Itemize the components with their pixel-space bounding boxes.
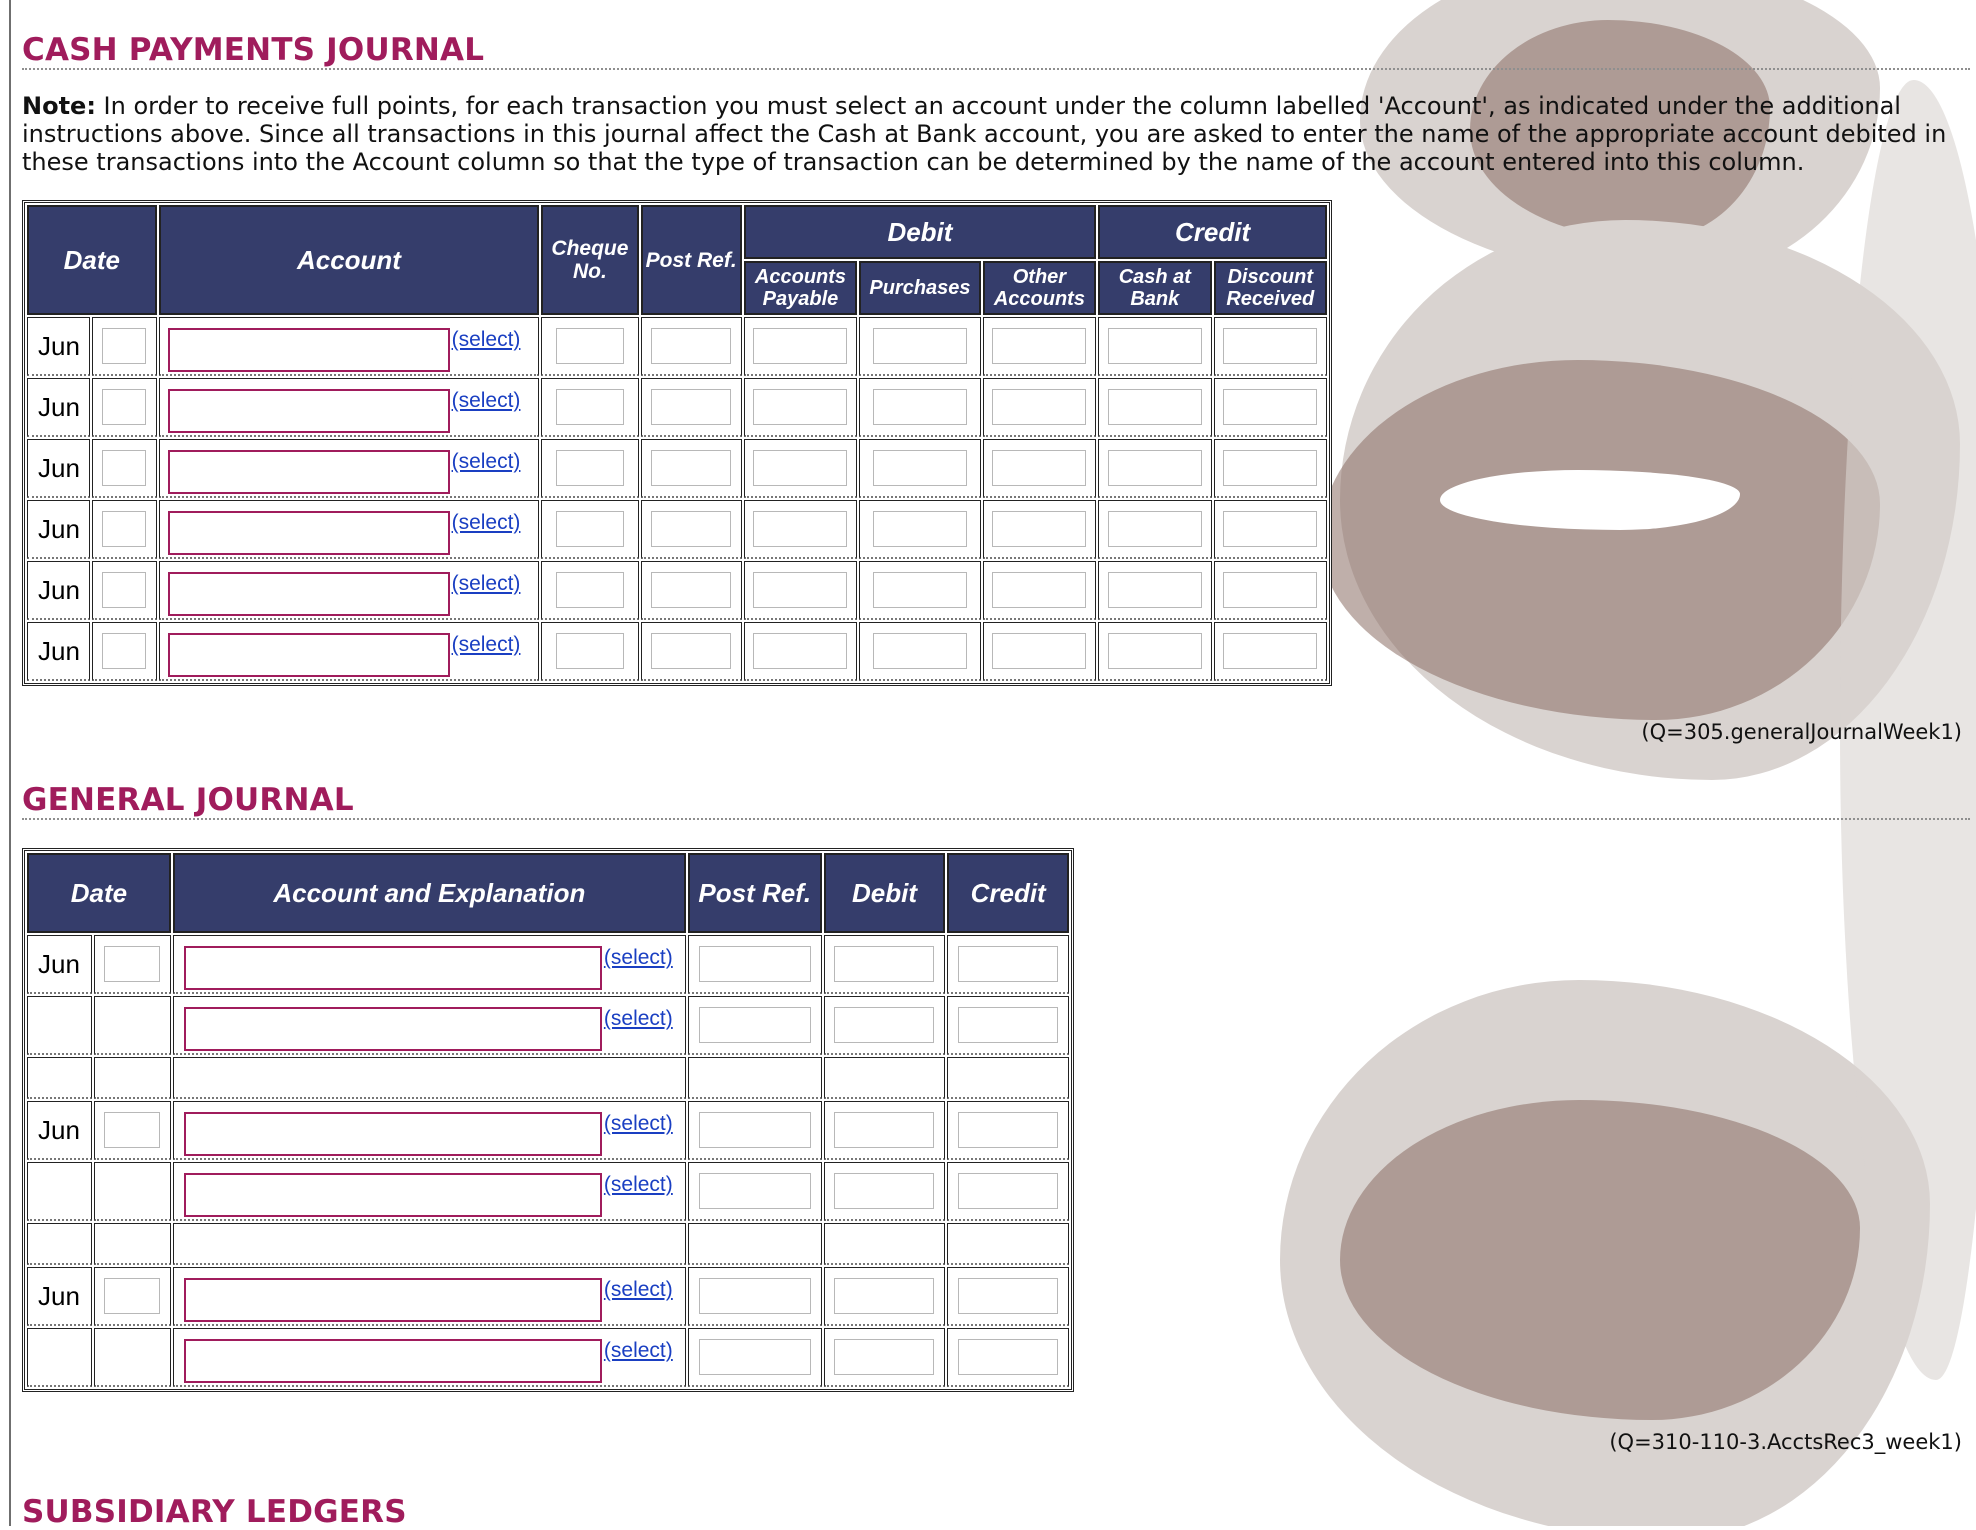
accounts-payable-cell bbox=[744, 561, 857, 620]
background-puzzle-art bbox=[1280, 0, 1976, 1526]
date-month: Jun bbox=[27, 317, 90, 376]
cheque-no-input[interactable] bbox=[556, 572, 624, 608]
date-day-input[interactable] bbox=[102, 328, 146, 364]
purchases-cell bbox=[859, 500, 981, 559]
accounts-payable-input[interactable] bbox=[753, 389, 847, 425]
cash-at-bank-input[interactable] bbox=[1108, 633, 1202, 669]
header-post-ref: Post Ref. bbox=[688, 853, 822, 933]
post-ref-input[interactable] bbox=[651, 511, 731, 547]
left-border-rule bbox=[9, 0, 11, 1526]
cheque-no-cell bbox=[541, 439, 638, 498]
account-select-link[interactable]: (select) bbox=[603, 946, 673, 969]
credit-cell bbox=[947, 1267, 1069, 1326]
account-input[interactable] bbox=[168, 389, 450, 433]
purchases-input[interactable] bbox=[873, 511, 967, 547]
debit-input[interactable] bbox=[834, 1339, 934, 1375]
date-day-cell bbox=[94, 1267, 171, 1326]
post-ref-input[interactable] bbox=[651, 572, 731, 608]
header-credit: Credit bbox=[947, 853, 1069, 933]
spacer-cell bbox=[94, 1223, 171, 1265]
purchases-input[interactable] bbox=[873, 633, 967, 669]
general-journal-row bbox=[27, 1101, 1069, 1160]
header-post-ref: Post Ref. bbox=[641, 205, 742, 315]
account-explanation-cell bbox=[173, 1328, 686, 1387]
credit-input[interactable] bbox=[958, 1112, 1058, 1148]
accounts-payable-cell bbox=[744, 500, 857, 559]
date-day-cell bbox=[92, 622, 157, 681]
accounts-payable-input[interactable] bbox=[753, 450, 847, 486]
purchases-cell bbox=[859, 622, 981, 681]
account-explanation-input[interactable] bbox=[184, 1007, 602, 1051]
credit-input[interactable] bbox=[958, 1278, 1058, 1314]
account-explanation-cell bbox=[173, 1267, 686, 1326]
account-select-link[interactable]: (select) bbox=[603, 1173, 673, 1196]
general-journal-row bbox=[27, 996, 1069, 1055]
header-purchases: Purchases bbox=[859, 261, 981, 315]
credit-input[interactable] bbox=[958, 946, 1058, 982]
account-cell bbox=[159, 317, 540, 376]
header-date: Date bbox=[27, 853, 171, 933]
cash-at-bank-cell bbox=[1098, 378, 1211, 437]
date-day-input[interactable] bbox=[102, 511, 146, 547]
account-explanation-input[interactable] bbox=[184, 1173, 602, 1217]
credit-input[interactable] bbox=[958, 1173, 1058, 1209]
cash-at-bank-cell bbox=[1098, 500, 1211, 559]
cash-at-bank-cell bbox=[1098, 439, 1211, 498]
date-day-cell bbox=[94, 1328, 171, 1387]
accounts-payable-input[interactable] bbox=[753, 511, 847, 547]
general-journal-row bbox=[27, 1328, 1069, 1387]
spacer-cell bbox=[173, 1057, 686, 1099]
general-journal-row bbox=[27, 1267, 1069, 1326]
account-select-link[interactable]: (select) bbox=[451, 633, 521, 656]
post-ref-input[interactable] bbox=[651, 450, 731, 486]
cheque-no-cell bbox=[541, 500, 638, 559]
account-select-link[interactable]: (select) bbox=[451, 450, 521, 473]
post-ref-cell bbox=[641, 500, 742, 559]
credit-cell bbox=[947, 1328, 1069, 1387]
date-day-cell bbox=[94, 1162, 171, 1221]
discount-received-input[interactable] bbox=[1223, 328, 1317, 364]
other-accounts-cell bbox=[983, 500, 1096, 559]
post-ref-cell bbox=[641, 439, 742, 498]
cash-payments-row bbox=[27, 500, 1327, 559]
account-cell bbox=[159, 439, 540, 498]
cash-at-bank-input[interactable] bbox=[1108, 389, 1202, 425]
account-select-link[interactable]: (select) bbox=[603, 1278, 673, 1301]
cash-at-bank-input[interactable] bbox=[1108, 450, 1202, 486]
debit-cell bbox=[824, 1267, 946, 1326]
cash-payments-title: CASH PAYMENTS JOURNAL bbox=[22, 32, 485, 68]
cheque-no-cell bbox=[541, 378, 638, 437]
spacer-cell bbox=[688, 1057, 822, 1099]
account-input[interactable] bbox=[168, 633, 450, 677]
cash-payments-row bbox=[27, 439, 1327, 498]
other-accounts-cell bbox=[983, 439, 1096, 498]
debit-cell bbox=[824, 1162, 946, 1221]
date-day-cell bbox=[92, 439, 157, 498]
instruction-note bbox=[22, 92, 1962, 176]
post-ref-cell bbox=[641, 317, 742, 376]
note-text: In order to receive full points, for each transaction you must select an account under the column labelled 'Account', as indicated under the additional instructions above. Since all transactions in this journal affect the Cash at Bank account, you are asked to enter the name of the appropriate account debited in these transactions into the Account column so that the type of transaction can be determined by the name of the account entered into this column. bbox=[22, 92, 1947, 176]
debit-cell bbox=[824, 996, 946, 1055]
date-day-input[interactable] bbox=[102, 572, 146, 608]
accounts-payable-cell bbox=[744, 317, 857, 376]
accounts-payable-cell bbox=[744, 378, 857, 437]
post-ref-input[interactable] bbox=[699, 1112, 811, 1148]
account-select-link[interactable]: (select) bbox=[451, 328, 521, 351]
subsidiary-ledgers-title: SUBSIDIARY LEDGERS bbox=[22, 1494, 407, 1530]
credit-input[interactable] bbox=[958, 1007, 1058, 1043]
note-label: Note: bbox=[22, 92, 96, 120]
purchases-cell bbox=[859, 378, 981, 437]
discount-received-cell bbox=[1214, 500, 1327, 559]
date-day-cell bbox=[94, 996, 171, 1055]
accounts-payable-input[interactable] bbox=[753, 633, 847, 669]
credit-cell bbox=[947, 1101, 1069, 1160]
accounts-payable-cell bbox=[744, 622, 857, 681]
spacer-cell bbox=[947, 1223, 1069, 1265]
post-ref-input[interactable] bbox=[651, 389, 731, 425]
cash-payments-row bbox=[27, 378, 1327, 437]
header-other-accounts: Other Accounts bbox=[983, 261, 1096, 315]
post-ref-cell bbox=[641, 561, 742, 620]
general-journal-row bbox=[27, 1162, 1069, 1221]
spacer-cell bbox=[94, 1057, 171, 1099]
header-discount-received: Discount Received bbox=[1214, 261, 1327, 315]
cash-payments-row bbox=[27, 561, 1327, 620]
cash-at-bank-input[interactable] bbox=[1108, 572, 1202, 608]
header-credit: Credit bbox=[1098, 205, 1327, 259]
question-id-2: (Q=310-110-3.AcctsRec3_week1) bbox=[1609, 1430, 1962, 1454]
account-cell bbox=[159, 622, 540, 681]
discount-received-cell bbox=[1214, 561, 1327, 620]
spacer-cell bbox=[27, 1057, 92, 1099]
debit-input[interactable] bbox=[834, 946, 934, 982]
spacer-cell bbox=[824, 1057, 946, 1099]
account-cell bbox=[159, 561, 540, 620]
purchases-cell bbox=[859, 561, 981, 620]
date-month: Jun bbox=[27, 622, 90, 681]
credit-cell bbox=[947, 1162, 1069, 1221]
discount-received-cell bbox=[1214, 317, 1327, 376]
purchases-input[interactable] bbox=[873, 389, 967, 425]
debit-input[interactable] bbox=[834, 1278, 934, 1314]
post-ref-cell bbox=[641, 378, 742, 437]
credit-cell bbox=[947, 935, 1069, 994]
cash-payments-table bbox=[22, 200, 1332, 686]
post-ref-cell bbox=[641, 622, 742, 681]
date-month bbox=[27, 996, 92, 1055]
credit-input[interactable] bbox=[958, 1339, 1058, 1375]
spacer-cell bbox=[947, 1057, 1069, 1099]
account-explanation-cell bbox=[173, 1101, 686, 1160]
purchases-input[interactable] bbox=[873, 328, 967, 364]
post-ref-input[interactable] bbox=[699, 1007, 811, 1043]
purchases-input[interactable] bbox=[873, 572, 967, 608]
spacer-cell bbox=[824, 1223, 946, 1265]
cheque-no-input[interactable] bbox=[556, 511, 624, 547]
cash-at-bank-input[interactable] bbox=[1108, 511, 1202, 547]
section-rule bbox=[22, 818, 1970, 820]
date-day-input[interactable] bbox=[104, 1112, 160, 1148]
header-accounts-payable: Accounts Payable bbox=[744, 261, 857, 315]
debit-cell bbox=[824, 1328, 946, 1387]
date-day-input[interactable] bbox=[102, 633, 146, 669]
other-accounts-cell bbox=[983, 378, 1096, 437]
date-day-cell bbox=[94, 1101, 171, 1160]
post-ref-cell bbox=[688, 1267, 822, 1326]
account-select-link[interactable]: (select) bbox=[451, 511, 521, 534]
general-journal-title: GENERAL JOURNAL bbox=[22, 782, 354, 818]
header-debit: Debit bbox=[824, 853, 946, 933]
other-accounts-input[interactable] bbox=[992, 633, 1086, 669]
post-ref-input[interactable] bbox=[651, 328, 731, 364]
cheque-no-input[interactable] bbox=[556, 389, 624, 425]
account-input[interactable] bbox=[168, 450, 450, 494]
date-month: Jun bbox=[27, 935, 92, 994]
cheque-no-input[interactable] bbox=[556, 328, 624, 364]
cheque-no-input[interactable] bbox=[556, 450, 624, 486]
header-cheque-no: Cheque No. bbox=[541, 205, 638, 315]
date-month bbox=[27, 1328, 92, 1387]
date-month: Jun bbox=[27, 378, 90, 437]
cash-payments-row bbox=[27, 317, 1327, 376]
account-explanation-input[interactable] bbox=[184, 1339, 602, 1383]
date-day-cell bbox=[92, 378, 157, 437]
discount-received-cell bbox=[1214, 622, 1327, 681]
account-cell bbox=[159, 378, 540, 437]
account-input[interactable] bbox=[168, 511, 450, 555]
date-day-cell bbox=[92, 500, 157, 559]
account-select-link[interactable]: (select) bbox=[603, 1007, 673, 1030]
purchases-cell bbox=[859, 439, 981, 498]
spacer-row bbox=[27, 1057, 1069, 1099]
post-ref-cell bbox=[688, 1101, 822, 1160]
account-input[interactable] bbox=[168, 572, 450, 616]
date-day-cell bbox=[92, 317, 157, 376]
spacer-row bbox=[27, 1223, 1069, 1265]
general-journal-row bbox=[27, 935, 1069, 994]
header-debit: Debit bbox=[744, 205, 1096, 259]
account-explanation-cell bbox=[173, 996, 686, 1055]
date-day-input[interactable] bbox=[102, 389, 146, 425]
date-day-input[interactable] bbox=[104, 1278, 160, 1314]
section-rule bbox=[22, 68, 1970, 70]
post-ref-cell bbox=[688, 935, 822, 994]
post-ref-input[interactable] bbox=[699, 946, 811, 982]
other-accounts-cell bbox=[983, 561, 1096, 620]
date-day-input[interactable] bbox=[104, 946, 160, 982]
cheque-no-cell bbox=[541, 622, 638, 681]
purchases-cell bbox=[859, 317, 981, 376]
account-explanation-input[interactable] bbox=[184, 1278, 602, 1322]
cheque-no-cell bbox=[541, 317, 638, 376]
post-ref-cell bbox=[688, 1328, 822, 1387]
cheque-no-input[interactable] bbox=[556, 633, 624, 669]
spacer-cell bbox=[688, 1223, 822, 1265]
date-day-input[interactable] bbox=[102, 450, 146, 486]
date-month: Jun bbox=[27, 1267, 92, 1326]
other-accounts-input[interactable] bbox=[992, 450, 1086, 486]
accounts-payable-cell bbox=[744, 439, 857, 498]
other-accounts-input[interactable] bbox=[992, 328, 1086, 364]
account-explanation-cell bbox=[173, 1162, 686, 1221]
accounts-payable-input[interactable] bbox=[753, 572, 847, 608]
account-select-link[interactable]: (select) bbox=[603, 1112, 673, 1135]
cheque-no-cell bbox=[541, 561, 638, 620]
post-ref-input[interactable] bbox=[699, 1173, 811, 1209]
post-ref-cell bbox=[688, 1162, 822, 1221]
other-accounts-input[interactable] bbox=[992, 389, 1086, 425]
date-month: Jun bbox=[27, 561, 90, 620]
date-month: Jun bbox=[27, 500, 90, 559]
header-account: Account bbox=[159, 205, 540, 315]
purchases-input[interactable] bbox=[873, 450, 967, 486]
header-cash-at-bank: Cash at Bank bbox=[1098, 261, 1211, 315]
date-month bbox=[27, 1162, 92, 1221]
spacer-cell bbox=[27, 1223, 92, 1265]
discount-received-input[interactable] bbox=[1223, 511, 1317, 547]
accounts-payable-input[interactable] bbox=[753, 328, 847, 364]
account-input[interactable] bbox=[168, 328, 450, 372]
post-ref-cell bbox=[688, 996, 822, 1055]
general-journal-table bbox=[22, 848, 1074, 1392]
debit-input[interactable] bbox=[834, 1007, 934, 1043]
post-ref-input[interactable] bbox=[651, 633, 731, 669]
cash-at-bank-cell bbox=[1098, 317, 1211, 376]
date-day-cell bbox=[92, 561, 157, 620]
discount-received-input[interactable] bbox=[1223, 633, 1317, 669]
other-accounts-input[interactable] bbox=[992, 572, 1086, 608]
account-select-link[interactable]: (select) bbox=[603, 1339, 673, 1362]
discount-received-input[interactable] bbox=[1223, 389, 1317, 425]
discount-received-input[interactable] bbox=[1223, 572, 1317, 608]
post-ref-input[interactable] bbox=[699, 1278, 811, 1314]
cash-payments-row bbox=[27, 622, 1327, 681]
account-explanation-cell bbox=[173, 935, 686, 994]
post-ref-input[interactable] bbox=[699, 1339, 811, 1375]
other-accounts-input[interactable] bbox=[992, 511, 1086, 547]
debit-cell bbox=[824, 935, 946, 994]
discount-received-cell bbox=[1214, 378, 1327, 437]
account-select-link[interactable]: (select) bbox=[451, 389, 521, 412]
debit-cell bbox=[824, 1101, 946, 1160]
date-month: Jun bbox=[27, 439, 90, 498]
date-month: Jun bbox=[27, 1101, 92, 1160]
cash-at-bank-input[interactable] bbox=[1108, 328, 1202, 364]
cash-at-bank-cell bbox=[1098, 561, 1211, 620]
credit-cell bbox=[947, 996, 1069, 1055]
question-id-1: (Q=305.generalJournalWeek1) bbox=[1641, 720, 1962, 744]
account-explanation-input[interactable] bbox=[184, 946, 602, 990]
header-account-explanation: Account and Explanation bbox=[173, 853, 686, 933]
cash-at-bank-cell bbox=[1098, 622, 1211, 681]
spacer-cell bbox=[173, 1223, 686, 1265]
account-select-link[interactable]: (select) bbox=[451, 572, 521, 595]
account-explanation-input[interactable] bbox=[184, 1112, 602, 1156]
discount-received-cell bbox=[1214, 439, 1327, 498]
header-date: Date bbox=[27, 205, 157, 315]
discount-received-input[interactable] bbox=[1223, 450, 1317, 486]
other-accounts-cell bbox=[983, 622, 1096, 681]
debit-input[interactable] bbox=[834, 1173, 934, 1209]
account-cell bbox=[159, 500, 540, 559]
debit-input[interactable] bbox=[834, 1112, 934, 1148]
date-day-cell bbox=[94, 935, 171, 994]
other-accounts-cell bbox=[983, 317, 1096, 376]
